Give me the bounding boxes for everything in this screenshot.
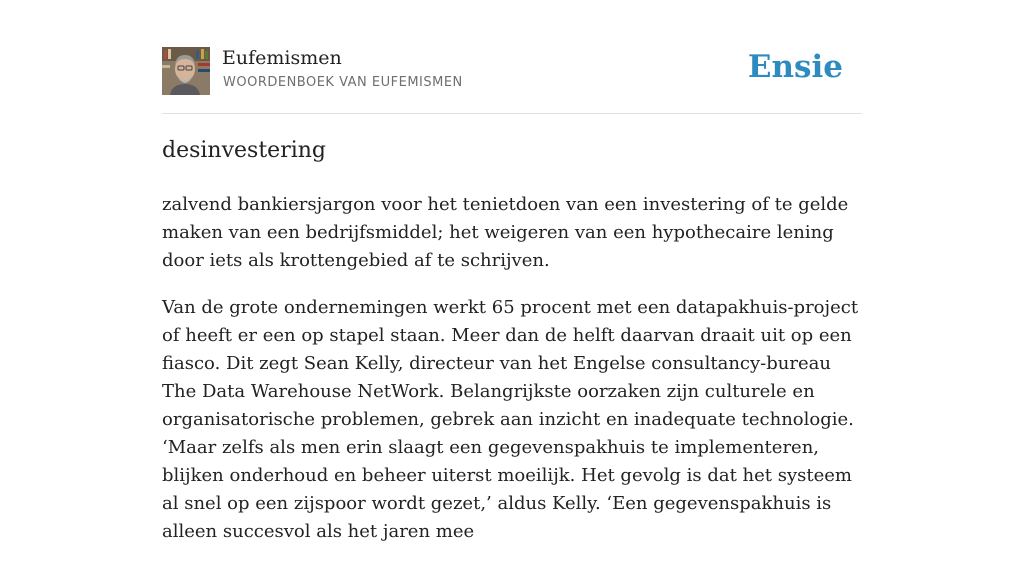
source-subtitle: WOORDENBOEK VAN EUFEMISMEN [223,75,463,90]
definition-paragraph: zalvend bankiersjargon voor het tenietdoen van een investering of te gelde maken van een bedrijfsmiddel; het weigeren van een hypothecaire lening door iets als krottengebied af te schrijven. [162,194,849,271]
source-header [162,47,862,95]
author-portrait-icon [162,47,210,95]
header-divider [162,113,862,114]
source-title[interactable]: Eufemismen [222,47,342,69]
quote-paragraph: Van de grote ondernemingen werkt 65 procent met een datapakhuis-project of heeft er een op stapel staan. Meer dan de helft daarvan draait uit op een fiasco. Dit zegt Sean Kelly, directeur van het Engelse consultancy-bureau The Data Warehouse NetWork. Belangrijkste oorzaken zijn culturele en organisatorische problemen, gebrek aan inzicht en inadequate technologie. ‘Maar zelfs als men erin slaagt een gegevenspakhuis te implementeren, blijken onderhoud en beheer uiterst moeilijk. Het gevolg is dat het systeem al snel op een zijspoor wordt gezet,’ aldus Kelly. ‘Een gegevenspakhuis is alleen succesvol als het jaren mee [162,297,859,542]
entry-title: desinvestering [162,138,327,163]
definition-body [162,191,862,565]
avatar[interactable] [162,47,210,95]
ensie-logo[interactable]: Ensie [747,49,843,85]
